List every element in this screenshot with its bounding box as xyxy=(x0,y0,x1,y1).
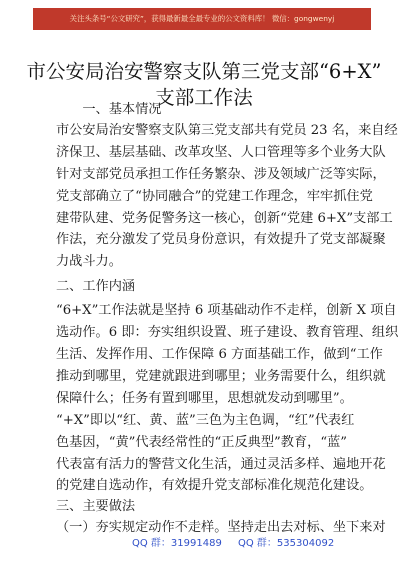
body-line: “+X”即以“红、黄、蓝”三色为主色调，“红”代表红 xyxy=(56,413,355,428)
body-line: “6+X”工作法就是坚持 6 项基础动作不走样，创新 X 项自 xyxy=(56,303,397,318)
body-line: 党支部确立了“协同融合”的党建工作理念，牢牢抓住党 xyxy=(56,189,373,204)
body-line: 一、基本情况 xyxy=(56,102,162,117)
body-line: 市公安局治安警察支队第三党支部共有党员 23 名，来自经 xyxy=(56,123,398,138)
footer-qq-group-1: QQ 群：31991489 xyxy=(132,538,222,549)
body-line: 代表富有活力的警营文化生活，通过灵活多样、遍地开花 xyxy=(56,457,386,472)
body-line: 选动作。6 即：夯实组织设置、班子建设、教育管理、组织 xyxy=(56,325,399,340)
section-heading: 二、工作内涵 xyxy=(56,279,136,294)
document-title-line-1: 市公安局治安警察支队第三党支部“6+X” xyxy=(26,60,382,83)
body-line: 生活、发挥作用、工作保障 6 方面基础工作，做到“工作 xyxy=(56,347,383,362)
body-line: 色基因，“黄”代表经常性的“正反典型”教育，“蓝” xyxy=(56,435,348,450)
page-footer xyxy=(0,534,408,550)
body-line: 建带队建、党务促警务这一核心，创新“党建 6+X”支部工 xyxy=(56,211,393,226)
body-line: 推动到哪里，党建就跟进到哪里；业务需要什么，组织就 xyxy=(56,369,386,384)
body-line: 保障什么；任务有置到哪里，思想就发动到哪里”。 xyxy=(56,391,353,406)
header-banner: 关注头条号“公文研究”，获得最新最全最专业的公文资料库！ 微信：gongwenyj xyxy=(33,8,371,30)
section-heading: 三、主要做法 xyxy=(56,499,136,514)
body-line: 的党建自选动作，有效提升党支部标准化规范化建设。 xyxy=(56,478,373,493)
body-line: 力战斗力。 xyxy=(56,254,122,269)
footer-qq-group-2: QQ 群：535304092 xyxy=(238,538,335,549)
body-line: （一）夯实规定动作不走样。坚持走出去对标、坐下来对 xyxy=(56,520,386,535)
body-line: 针对支部党员承担工作任务繁杂、涉及领域广泛等实际， xyxy=(56,167,386,182)
body-line: 济保卫、基层基础、改革攻坚、人口管理等多个业务大队 xyxy=(56,145,386,160)
body-line: 作法，充分激发了党员身份意识，有效提升了党支部凝聚 xyxy=(56,232,386,247)
document-title-line-2: 支部工作法 xyxy=(155,86,253,109)
